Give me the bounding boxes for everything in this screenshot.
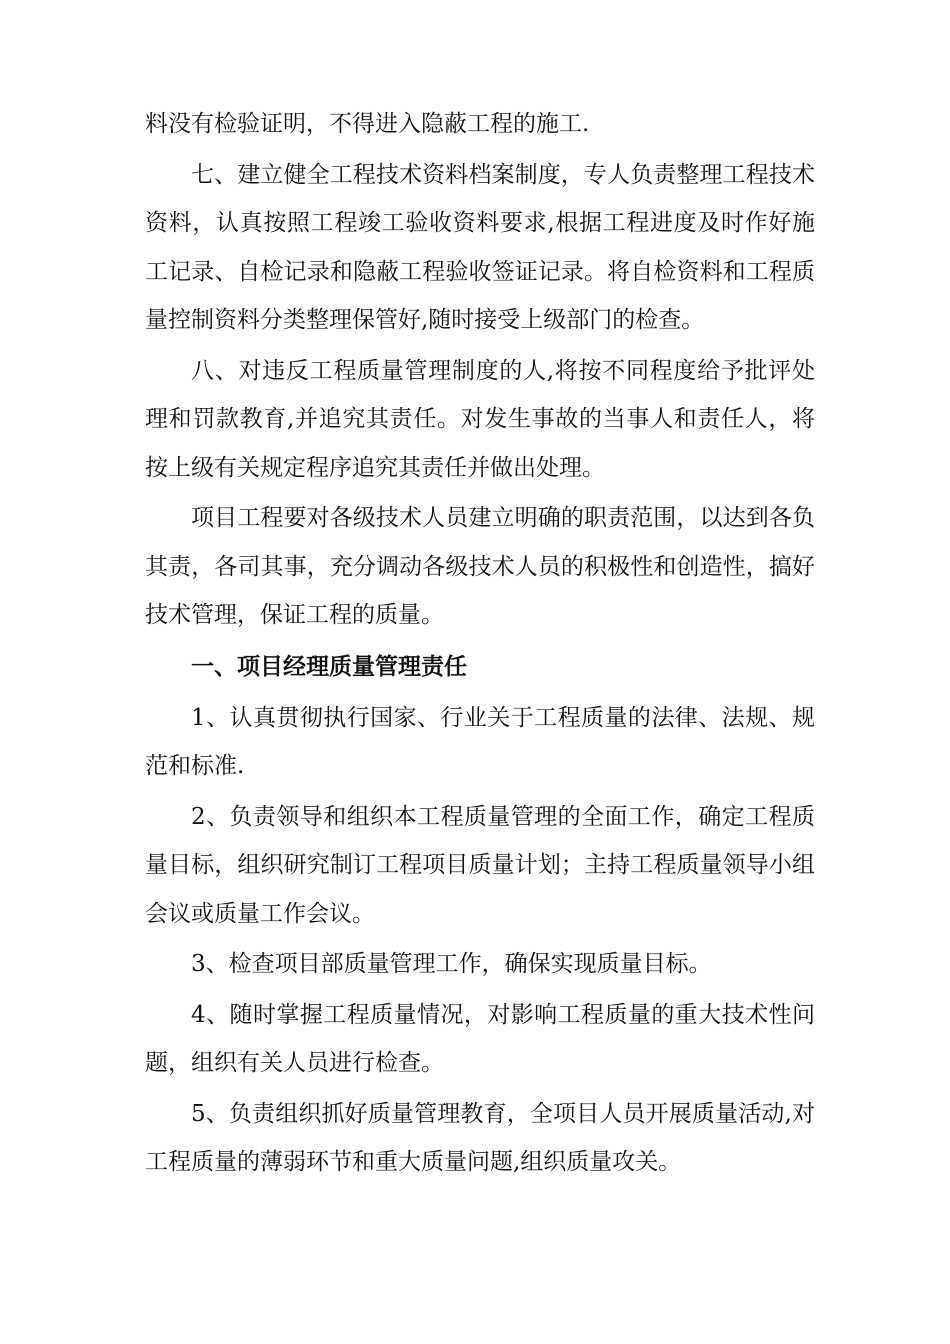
document-body <box>145 100 815 1189</box>
paragraph-duty-4: 4、随时掌握工程质量情况，对影响工程质量的重大技术性问题，组织有关人员进行检查。 <box>145 1001 815 1076</box>
paragraph-duty-2: 2、负责领导和组织本工程质量管理的全面工作，确定工程质量目标，组织研究制订工程项目质量计划；主持工程质量领导小组会议或质量工作会议。 <box>145 803 815 927</box>
paragraph-summary: 项目工程要对各级技术人员建立明确的职责范围，以达到各负其责，各司其事，充分调动各级技术人员的积极性和创造性，搞好技术管理，保证工程的质量。 <box>145 505 815 628</box>
paragraph-duty-1: 1、认真贯彻执行国家、行业关于工程质量的法律、法规、规范和标准. <box>145 704 815 779</box>
paragraph-duty-3: 3、检查项目部质量管理工作，确保实现质量目标。 <box>191 951 712 977</box>
paragraph-item-8: 八、对违反工程质量管理制度的人,将按不同程度给予批评处理和罚款教育,并追究其责任。对发生事故的当事人和责任人，将按上级有关规定程序追究其责任并做出处理。 <box>145 357 815 481</box>
paragraph-duty-5: 5、负责组织抓好质量管理教育，全项目人员开展质量活动,对工程质量的薄弱环节和重大质量问题,组织质量攻关。 <box>145 1100 815 1175</box>
paragraph-continuation: 料没有检验证明，不得进入隐蔽工程的施工. <box>145 111 590 137</box>
paragraph-item-7: 七、建立健全工程技术资料档案制度，专人负责整理工程技术资料，认真按照工程竣工验收资料要求,根据工程进度及时作好施工记录、自检记录和隐蔽工程验收签证记录。将自检资料和工程质量控制资料分类整理保管好,随时接受上级部门的检查。 <box>145 161 815 333</box>
section-heading: 一、项目经理质量管理责任 <box>191 653 467 680</box>
